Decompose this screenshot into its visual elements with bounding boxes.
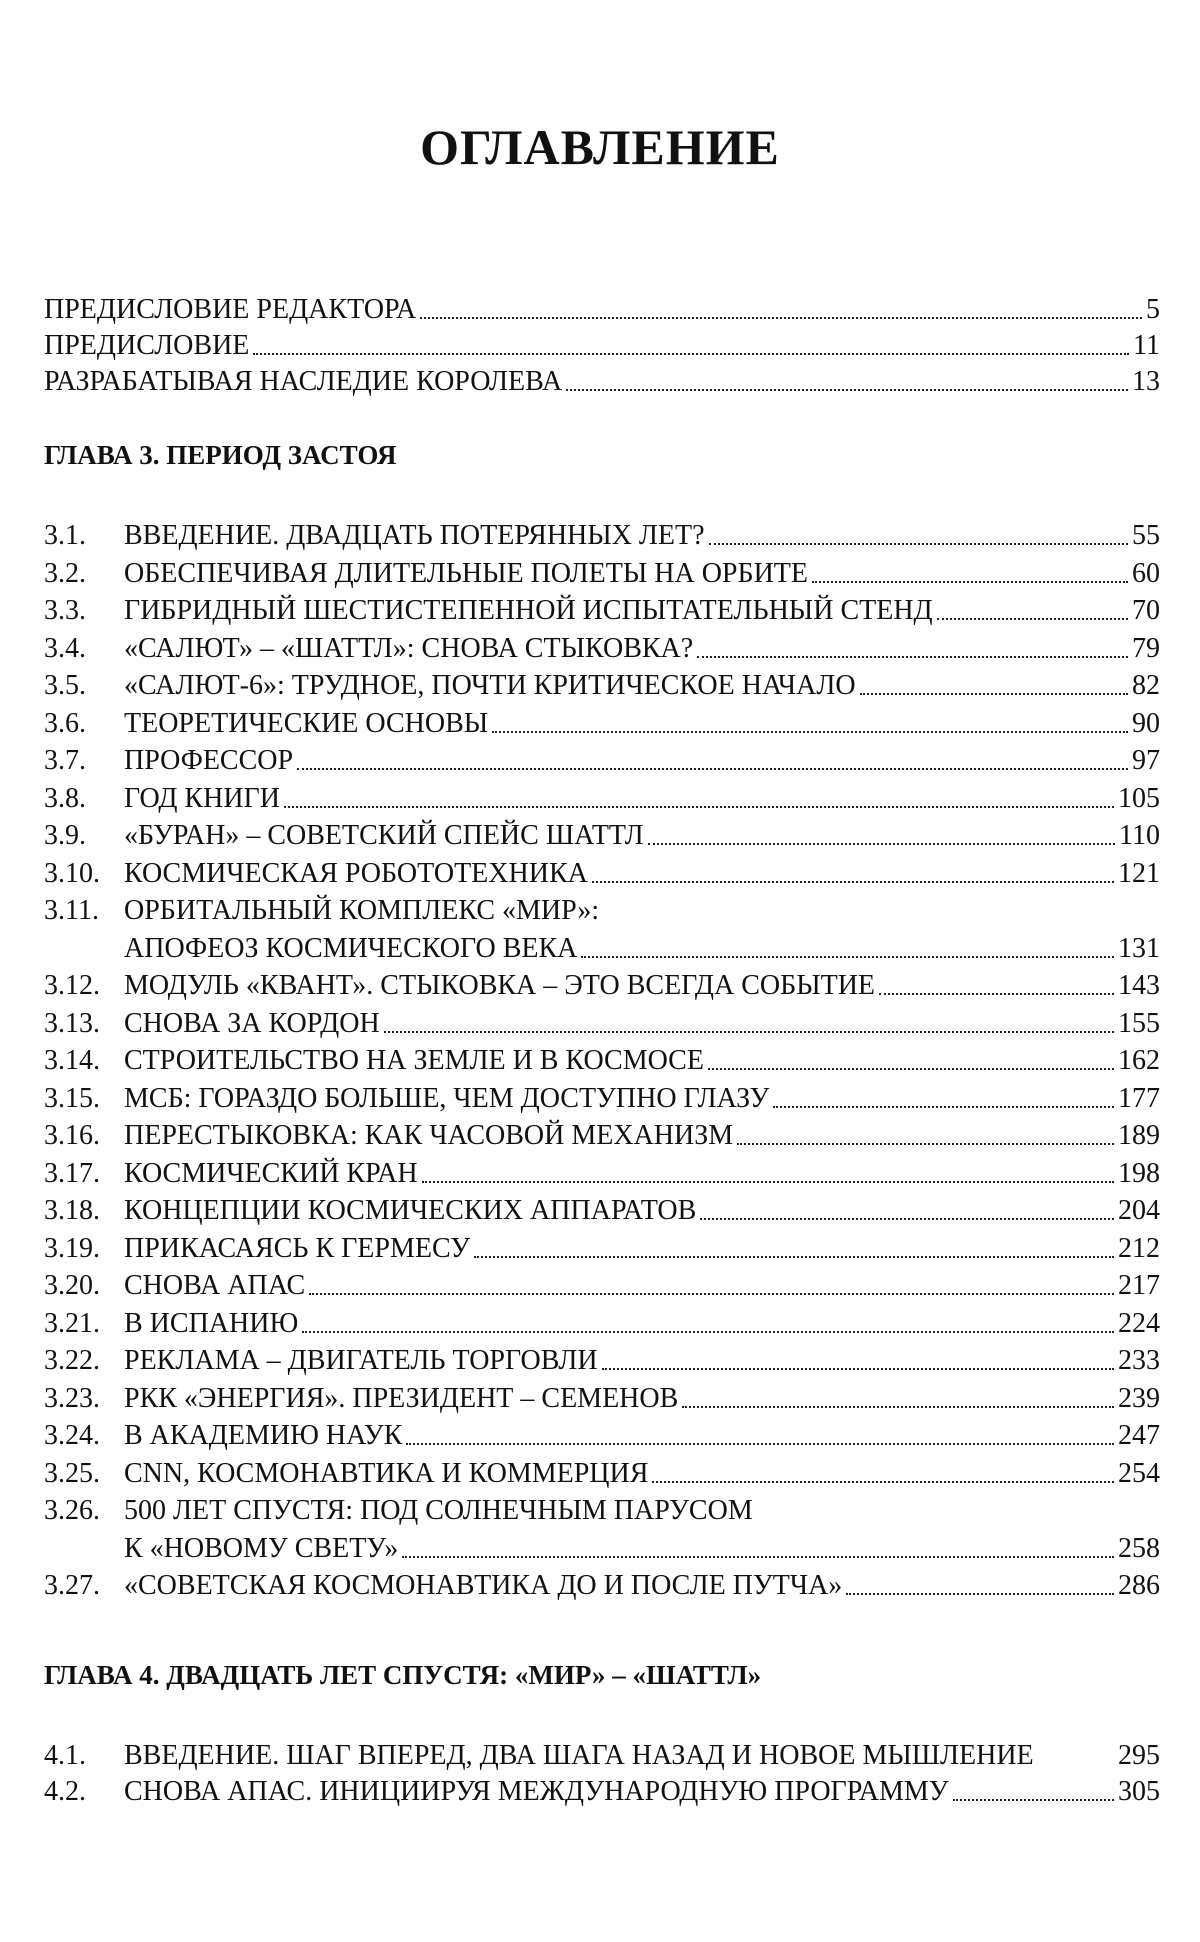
entry-title: СТРОИТЕЛЬСТВО НА ЗЕМЛЕ И В КОСМОСЕ (124, 1045, 704, 1076)
entry-number: 3.24. (44, 1420, 100, 1451)
entry-title: ПРИКАСАЯСЬ К ГЕРМЕСУ (124, 1232, 471, 1264)
entry-page-number: 177 (1118, 1082, 1160, 1114)
toc-entry (44, 1774, 1160, 1810)
entry-number: 3.7. (44, 745, 86, 776)
toc-entry (44, 1231, 1160, 1267)
leader-dots (937, 618, 1128, 620)
entry-page-number: 239 (1118, 1382, 1160, 1414)
entry-title: КОСМИЧЕСКАЯ РОБОТОТЕХНИКА (124, 857, 588, 889)
entry-number: 3.20. (44, 1270, 100, 1301)
leader-dots (709, 543, 1128, 545)
entry-number: 3.4. (44, 632, 86, 664)
entry-page-number: 224 (1118, 1307, 1160, 1339)
leader-dots (697, 656, 1128, 658)
leader-dots (602, 1368, 1114, 1370)
leader-dots (474, 1256, 1114, 1258)
leader-dots (309, 1293, 1114, 1295)
entry-title: К «НОВОМУ СВЕТУ» (124, 1532, 399, 1564)
entry-title: МСБ: ГОРАЗДО БОЛЬШЕ, ЧЕМ ДОСТУПНО ГЛАЗУ (124, 1082, 770, 1114)
entry-number: 3.13. (44, 1007, 100, 1039)
entry-title: В ИСПАНИЮ (124, 1307, 299, 1339)
leader-dots (846, 1593, 1114, 1595)
toc-entry (44, 593, 1160, 629)
toc-entry (44, 1118, 1160, 1154)
entry-title: ПЕРЕСТЫКОВКА: КАК ЧАСОВОЙ МЕХАНИЗМ (124, 1120, 734, 1151)
leader-dots (422, 1181, 1114, 1183)
leader-dots (708, 1068, 1114, 1070)
leader-dots (879, 993, 1114, 995)
entry-number: 3.17. (44, 1157, 100, 1189)
entry-number: 3.12. (44, 970, 100, 1001)
leader-dots (648, 843, 1115, 845)
entry-title: «САЛЮТ» – «ШАТТЛ»: СНОВА СТЫКОВКА? (124, 632, 694, 664)
entry-number: 4.2. (44, 1776, 86, 1807)
toc-entry (44, 668, 1160, 704)
leader-dots (384, 1031, 1114, 1033)
entry-number: 3.18. (44, 1195, 100, 1226)
entry-page-number: 212 (1118, 1232, 1160, 1264)
page-title: ОГЛАВЛЕНИЕ (420, 119, 780, 175)
leader-dots (682, 1406, 1114, 1408)
chapter-3-heading: ГЛАВА 3. ПЕРИОД ЗАСТОЯ (44, 440, 397, 470)
toc-entry (44, 556, 1160, 592)
entry-number: 3.26. (44, 1495, 100, 1526)
toc-entry (44, 893, 1160, 929)
toc-entry (44, 968, 1160, 1004)
entry-title: ТЕОРЕТИЧЕСКИЕ ОСНОВЫ (124, 707, 489, 739)
entry-page-number: 258 (1118, 1532, 1160, 1564)
entry-page-number: 90 (1132, 707, 1160, 739)
entry-title: КОНЦЕПЦИИ КОСМИЧЕСКИХ АППАРАТОВ (124, 1195, 697, 1226)
toc-entry (44, 1156, 1160, 1192)
entry-number: 3.22. (44, 1345, 100, 1376)
entry-number: 3.9. (44, 820, 86, 851)
entry-number: 3.21. (44, 1307, 100, 1339)
entry-title: ВВЕДЕНИЕ. ДВАДЦАТЬ ПОТЕРЯННЫХ ЛЕТ? (124, 520, 705, 551)
entry-title: РАЗРАБАТЫВАЯ НАСЛЕДИЕ КОРОЛЕВА (44, 366, 563, 397)
toc-entry-continued (44, 1531, 1160, 1567)
entry-title: «СОВЕТСКАЯ КОСМОНАВТИКА ДО И ПОСЛЕ ПУТЧА» (124, 1570, 843, 1601)
toc-entry (44, 1081, 1160, 1117)
entry-number: 3.11. (44, 895, 99, 926)
toc-entry (44, 1343, 1160, 1379)
entry-page-number: 254 (1118, 1457, 1160, 1489)
leader-dots (566, 389, 1128, 391)
entry-number: 3.1. (44, 520, 86, 551)
entry-page-number: 70 (1132, 595, 1160, 626)
entry-number: 3.3. (44, 595, 86, 626)
entry-title: ПРЕДИСЛОВИЕ (44, 330, 250, 361)
toc-entry (44, 1568, 1160, 1604)
leader-dots (581, 956, 1114, 958)
leader-dots (297, 768, 1128, 770)
entry-title: СНОВА ЗА КОРДОН (124, 1007, 380, 1039)
toc-entry (44, 706, 1160, 742)
chapter-4-heading: ГЛАВА 4. ДВАДЦАТЬ ЛЕТ СПУСТЯ: «МИР» – «ШАТТЛ» (44, 1660, 762, 1690)
toc-entry (44, 1493, 1160, 1529)
entry-title: РЕКЛАМА – ДВИГАТЕЛЬ ТОРГОВЛИ (124, 1345, 598, 1376)
entry-title: ГИБРИДНЫЙ ШЕСТИСТЕПЕННОЙ ИСПЫТАТЕЛЬНЫЙ СТЕНД (124, 595, 933, 626)
entry-title: ПРЕДИСЛОВИЕ РЕДАКТОРА (44, 294, 417, 325)
entry-page-number: 79 (1132, 632, 1160, 664)
toc-entry (44, 1456, 1160, 1492)
entry-page-number: 233 (1118, 1345, 1160, 1376)
leader-dots (812, 581, 1128, 583)
entry-number: 4.1. (44, 1740, 86, 1771)
leader-dots (492, 731, 1128, 733)
entry-page-number: 162 (1118, 1045, 1160, 1076)
entry-number: 3.5. (44, 670, 86, 701)
toc-entry (44, 631, 1160, 667)
entry-number: 3.10. (44, 857, 100, 889)
entry-title: ВВЕДЕНИЕ. ШАГ ВПЕРЕД, ДВА ШАГА НАЗАД И НОВОЕ МЫШЛЕНИЕ (124, 1740, 1034, 1771)
toc-entry (44, 1381, 1160, 1417)
toc-entry (44, 364, 1160, 400)
entry-page-number: 105 (1118, 782, 1160, 814)
entry-number: 3.16. (44, 1120, 100, 1151)
entry-number: 3.14. (44, 1045, 100, 1076)
entry-page-number: 247 (1118, 1420, 1160, 1451)
entry-number: 3.27. (44, 1570, 100, 1601)
entry-title: CNN, КОСМОНАВТИКА И КОММЕРЦИЯ (124, 1457, 649, 1489)
toc-entry-continued (44, 931, 1160, 967)
entry-number: 3.19. (44, 1232, 100, 1264)
entry-page-number: 11 (1133, 330, 1160, 361)
entry-title: ОРБИТАЛЬНЫЙ КОМПЛЕКС «МИР»: (124, 895, 600, 926)
toc-entry (44, 1738, 1160, 1774)
entry-page-number: 110 (1119, 820, 1160, 851)
toc-entry (44, 1193, 1160, 1229)
leader-dots (737, 1143, 1114, 1145)
entry-page-number: 305 (1118, 1776, 1160, 1807)
leader-dots (592, 881, 1114, 883)
leader-dots (284, 806, 1114, 808)
entry-page-number: 97 (1132, 745, 1160, 776)
leader-dots (406, 1443, 1114, 1445)
entry-title: КОСМИЧЕСКИЙ КРАН (124, 1157, 418, 1189)
entry-number: 3.8. (44, 782, 86, 814)
toc-entry (44, 518, 1160, 554)
toc-entry (44, 292, 1160, 328)
toc-entry (44, 328, 1160, 364)
leader-dots (420, 317, 1142, 319)
toc-entry (44, 1006, 1160, 1042)
entry-title: СНОВА АПАС. ИНИЦИИРУЯ МЕЖДУНАРОДНУЮ ПРОГРАММУ (124, 1776, 949, 1807)
entry-page-number: 60 (1132, 557, 1160, 589)
entry-title: ОБЕСПЕЧИВАЯ ДЛИТЕЛЬНЫЕ ПОЛЕТЫ НА ОРБИТЕ (124, 557, 808, 589)
entry-number: 3.6. (44, 707, 86, 739)
entry-page-number: 198 (1118, 1157, 1160, 1189)
leader-dots (860, 693, 1128, 695)
leader-dots (253, 353, 1129, 355)
entry-page-number: 217 (1118, 1270, 1160, 1301)
toc-entry (44, 1268, 1160, 1304)
entry-page-number: 204 (1118, 1195, 1160, 1226)
leader-dots (652, 1481, 1114, 1483)
leader-dots (700, 1218, 1114, 1220)
entry-page-number: 295 (1118, 1740, 1160, 1771)
entry-number: 3.23. (44, 1382, 100, 1414)
entry-title: «САЛЮТ-6»: ТРУДНОЕ, ПОЧТИ КРИТИЧЕСКОЕ НАЧАЛО (124, 670, 856, 701)
toc-entry (44, 856, 1160, 892)
entry-title: СНОВА АПАС (124, 1270, 306, 1301)
toc-entry (44, 743, 1160, 779)
toc-entry (44, 818, 1160, 854)
entry-number: 3.25. (44, 1457, 100, 1489)
entry-title: 500 ЛЕТ СПУСТЯ: ПОД СОЛНЕЧНЫМ ПАРУСОМ (124, 1495, 753, 1526)
entry-title: РКК «ЭНЕРГИЯ». ПРЕЗИДЕНТ – СЕМЕНОВ (124, 1382, 679, 1414)
entry-title: «БУРАН» – СОВЕТСКИЙ СПЕЙС ШАТТЛ (124, 820, 644, 851)
entry-page-number: 155 (1118, 1007, 1160, 1039)
leader-dots (402, 1556, 1114, 1558)
entry-page-number: 131 (1118, 932, 1160, 964)
entry-number: 3.2. (44, 557, 86, 589)
entry-page-number: 13 (1132, 366, 1160, 397)
entry-page-number: 143 (1118, 970, 1160, 1001)
toc-entry (44, 781, 1160, 817)
entry-page-number: 55 (1132, 520, 1160, 551)
entry-page-number: 189 (1118, 1120, 1160, 1151)
entry-title: МОДУЛЬ «КВАНТ». СТЫКОВКА – ЭТО ВСЕГДА СОБЫТИЕ (124, 970, 876, 1001)
entry-page-number: 82 (1132, 670, 1160, 701)
entry-number: 3.15. (44, 1082, 100, 1114)
entry-title: ГОД КНИГИ (124, 782, 280, 814)
toc-entry (44, 1306, 1160, 1342)
leader-dots (953, 1799, 1114, 1801)
leader-dots (302, 1331, 1114, 1333)
entry-title: В АКАДЕМИЮ НАУК (124, 1420, 403, 1451)
entry-page-number: 121 (1118, 857, 1160, 889)
entry-title: ПРОФЕССОР (124, 745, 294, 776)
toc-entry (44, 1043, 1160, 1079)
toc-entry (44, 1418, 1160, 1454)
entry-title: АПОФЕОЗ КОСМИЧЕСКОГО ВЕКА (124, 932, 578, 964)
leader-dots (773, 1106, 1114, 1108)
entry-page-number: 286 (1118, 1570, 1160, 1601)
entry-page-number: 5 (1146, 294, 1160, 325)
